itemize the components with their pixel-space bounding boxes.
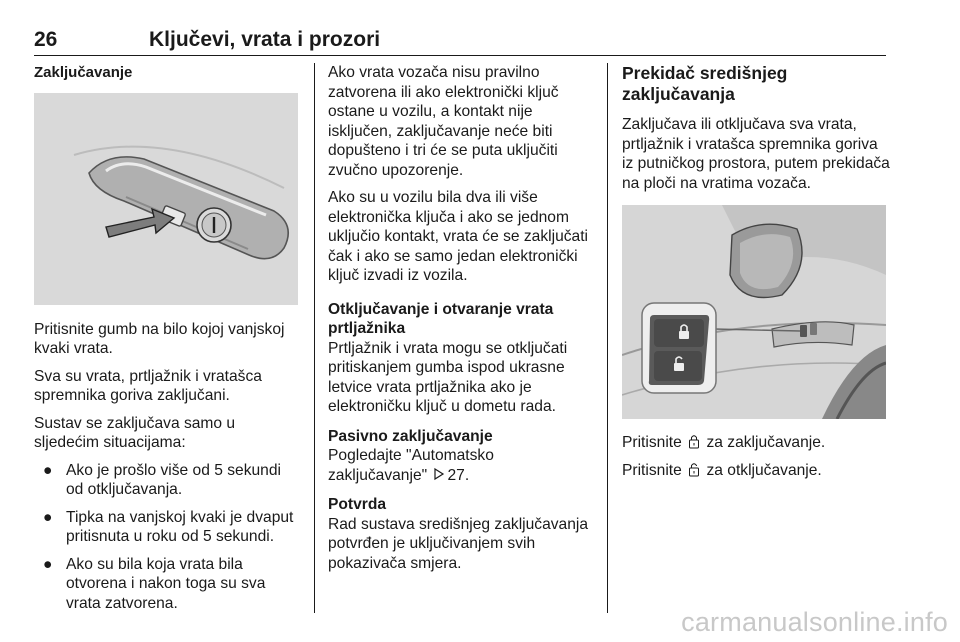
section-passive-locking [328,427,596,486]
list-item: ● Ako su bila koja vrata bila otvorena i nakon toga su sva vrata zatvorena. [43,555,266,612]
watermark: carmanualsonline.info [681,607,948,637]
paragraph: Zaključava ili otključava sva vrata, prtljažnik i vratašca spremnika goriva iz putničkog prostora, putem prekidača na ploči na vratima vozača. [622,116,890,192]
column-divider [314,63,315,613]
section-heading: Otključavanje i otvaranje vrata prtljažnika [328,300,554,337]
central-lock-switch-icon [622,205,886,419]
central-lock-switch-illustration [622,205,886,419]
section-body: Rad sustava središnjeg zaključavanja potvrđen je uključivanjem svih pokazivača smjera. [328,515,589,572]
paragraph: Sustav se zaključava samo u sljedećim situacijama: [34,414,236,451]
bullet-list [34,461,302,614]
section-body: Pogledajte "Automatsko zaključavanje" 27. [328,447,494,484]
paragraph: Sva su vrata, prtljažnik i vratašca spremnika goriva zaključani. [34,367,262,404]
bullet-mark: ● [43,508,53,526]
bullet-mark: ● [43,461,53,479]
unlock-instruction: Pritisnite za otključavanje. [622,461,822,479]
section-heading: Potvrda [328,496,387,513]
column-left [34,63,302,621]
section-confirmation [328,495,596,573]
chapter-title: Ključevi, vrata i prozori [149,28,381,51]
page-reference-link[interactable]: 27 [447,466,465,484]
door-handle-illustration [34,93,298,305]
paragraph: Pritisnite gumb na bilo kojoj vanjskoj kvaki vrata. [34,320,285,357]
column-right [622,63,890,488]
triangle-reference-icon [433,466,445,482]
section-heading: Pasivno zaključavanje [328,427,493,445]
section-body: Prtljažnik i vrata mogu se otključati pritiskanjem gumba ispod ukrasne letvice vrata prtljažnika ako je elektroničku ključ u dometu rada. [328,339,568,415]
list-item: ● Tipka na vanjskoj kvaki je dvaput pritisnuta u roku od 5 sekundi. [43,508,294,545]
section-title-central-lock-switch: Prekidač središnjeg zaključavanja [622,63,788,104]
column-divider [607,63,608,613]
lock-open-icon [688,461,700,477]
page-number: 26 [34,28,58,51]
column-middle [328,63,596,583]
lock-closed-icon [688,433,700,449]
bullet-mark: ● [43,555,53,573]
section-title-locking: Zaključavanje [34,64,133,81]
lock-instruction: Pritisnite za zaključavanje. [622,434,826,451]
list-item: ● Ako je prošlo više od 5 sekundi od otključavanja. [43,461,281,498]
section-tailgate [328,300,596,417]
page-header [34,25,886,56]
paragraph: Ako su u vozilu bila dva ili više elektronička ključa i ako se jednom uključio kontakt, vrata će se zaključati čak i ako se samo jedan elektronički ključ izvadi iz vozila. [328,189,589,284]
paragraph: Ako vrata vozača nisu pravilno zatvorena ili ako elektronički ključ ostane u vozilu, a kontakt nije isključen, zaključavanje neće biti dopušteno i tri će se puta uključiti zvučno upozorenje. [328,64,559,179]
door-handle-icon [34,93,298,305]
